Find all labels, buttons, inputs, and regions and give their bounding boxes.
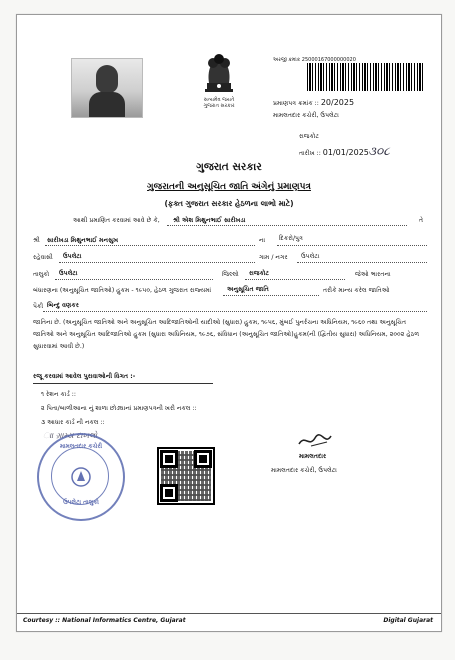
certificate-title: ગુજરાતની અનુસૂચિત જાતિ અંગેનું પ્રમાણપત્ર — [147, 182, 311, 192]
document-item: ૩ આધાર કાર્ડ ની નકલ :: — [41, 419, 105, 426]
footer — [17, 613, 441, 632]
barcode — [307, 63, 425, 91]
application-number: અરજી ક્રમાંક 25000167000000020 — [273, 57, 356, 63]
village: ઉપલેટા — [301, 253, 320, 260]
footer-courtesy: Courtesy :: National Informatics Centre, Gujarat — [23, 617, 186, 624]
intro-text: આથી પ્રમાણિત કરવામાં આવે છે કે, — [73, 217, 160, 224]
certificate-page — [16, 14, 442, 632]
handwritten-number: ૩૦૮ — [368, 144, 390, 158]
village-label: ગામ / નગર — [259, 254, 288, 261]
emblem-caption: સત્યમેવ જયતે ગુજરાત સરકાર — [203, 97, 235, 109]
father-label: શ્રી — [33, 237, 40, 244]
footer-brand: Digital Gujarat — [383, 617, 433, 624]
stamp-emblem-icon — [69, 465, 93, 489]
signatory-office: મામલતદાર કચેરી, ઉપલેટા — [271, 467, 337, 474]
legal-paragraph: જાતિના છે. (અનુસૂચિત જાતિઓ અને અનુસૂચિત આદિજાતિઓની યાદીઓ (સુધારા) હુકમ, ૧૯૫૬, મુંબઈ પુનર્રચના અધિનિયમ, ૧૯૬૦ તથા અનુસૂચિત જાતિઓ અને અનુસૂચિત આદિજાતિઓ હુકમ (સુધારા અધિનિયમ, ૧૯૭૬, સંવિધાન (અનુસૂચિત જાતિઓ)હુકમ(ની (દ્વિતીય સુધારા) અધિનિયમ, ૨૦૦૨ હેઠળ સુધારવામાં આવી છે.) — [33, 319, 420, 350]
signatory-title: મામલતદાર — [299, 453, 327, 460]
taluka-label: તાલુકો — [33, 271, 50, 278]
caste-name: બિન્દુ વણકર — [47, 302, 79, 309]
certificate-number: પ્રમાણપત્ર ક્રમાંક :: 20/2025 — [273, 98, 355, 107]
taluka: ઉપલેટા — [59, 270, 78, 277]
documents-heading: રજૂ કરવામાં આવેલ પુરાવાઓની વિગત :- — [33, 373, 136, 380]
document-item: ૧ રેશન કાર્ડ :: — [41, 391, 76, 398]
applicant-name: શ્રી એશ મિથુનભાઈ સારીખડા — [173, 217, 246, 224]
certificate-purpose: (ફક્ત ગુજરાત સરકાર હેઠળના લાભો માટે) — [164, 199, 294, 208]
caste-prefix: પૈકી — [33, 303, 44, 310]
applicant-photo — [71, 58, 143, 118]
order-end: તરીકે માન્ય કરેલ જાતિઓ — [323, 287, 390, 294]
district: રાજકોટ — [249, 270, 270, 277]
issue-date: તારીખ :: 01/01/2025 — [299, 148, 369, 157]
qr-code — [157, 447, 215, 505]
caste-type: અનુસૂચિત જાતિ — [227, 286, 269, 293]
state-label: જેઓ ભારતના — [355, 271, 391, 278]
intro-end: તે — [419, 217, 424, 224]
document-item: ૨ પિતા/બાળીઆના નું શાળા છોડ્યાનાં પ્રમાણપત્રની ખરી નકલ :: — [41, 405, 197, 412]
order-text: બંધારણના (અનુસૂચિત જાતિઓ) હુકમ - ૧૯૫૦, હેઠળ ગુજરાત રાજ્યમાં — [33, 287, 212, 294]
resident: ઉપલેટા — [63, 253, 82, 260]
relation: દિકરો/પુત્ર — [279, 235, 303, 242]
father-name: સારીખડા મિથુનભાઈ મનસુખ — [47, 237, 119, 244]
place: રાજકોટ — [299, 133, 320, 140]
office-stamp: મામલતદાર કચેરી ઉપલેટા તાલુકો — [37, 433, 125, 521]
government-title: ગુજરાત સરકાર — [196, 161, 262, 173]
resident-label: રહેવાસી — [33, 254, 53, 261]
state-emblem-icon — [197, 45, 241, 95]
relation-label: ના — [259, 237, 266, 244]
issuing-office: મામલતદાર કચેરી, ઉપલેટા — [273, 112, 339, 119]
signature-icon — [297, 430, 337, 450]
district-label: જિલ્લો — [222, 271, 239, 278]
handwritten-note: ાા ગ્રામ્ય દાખલો — [43, 431, 98, 440]
